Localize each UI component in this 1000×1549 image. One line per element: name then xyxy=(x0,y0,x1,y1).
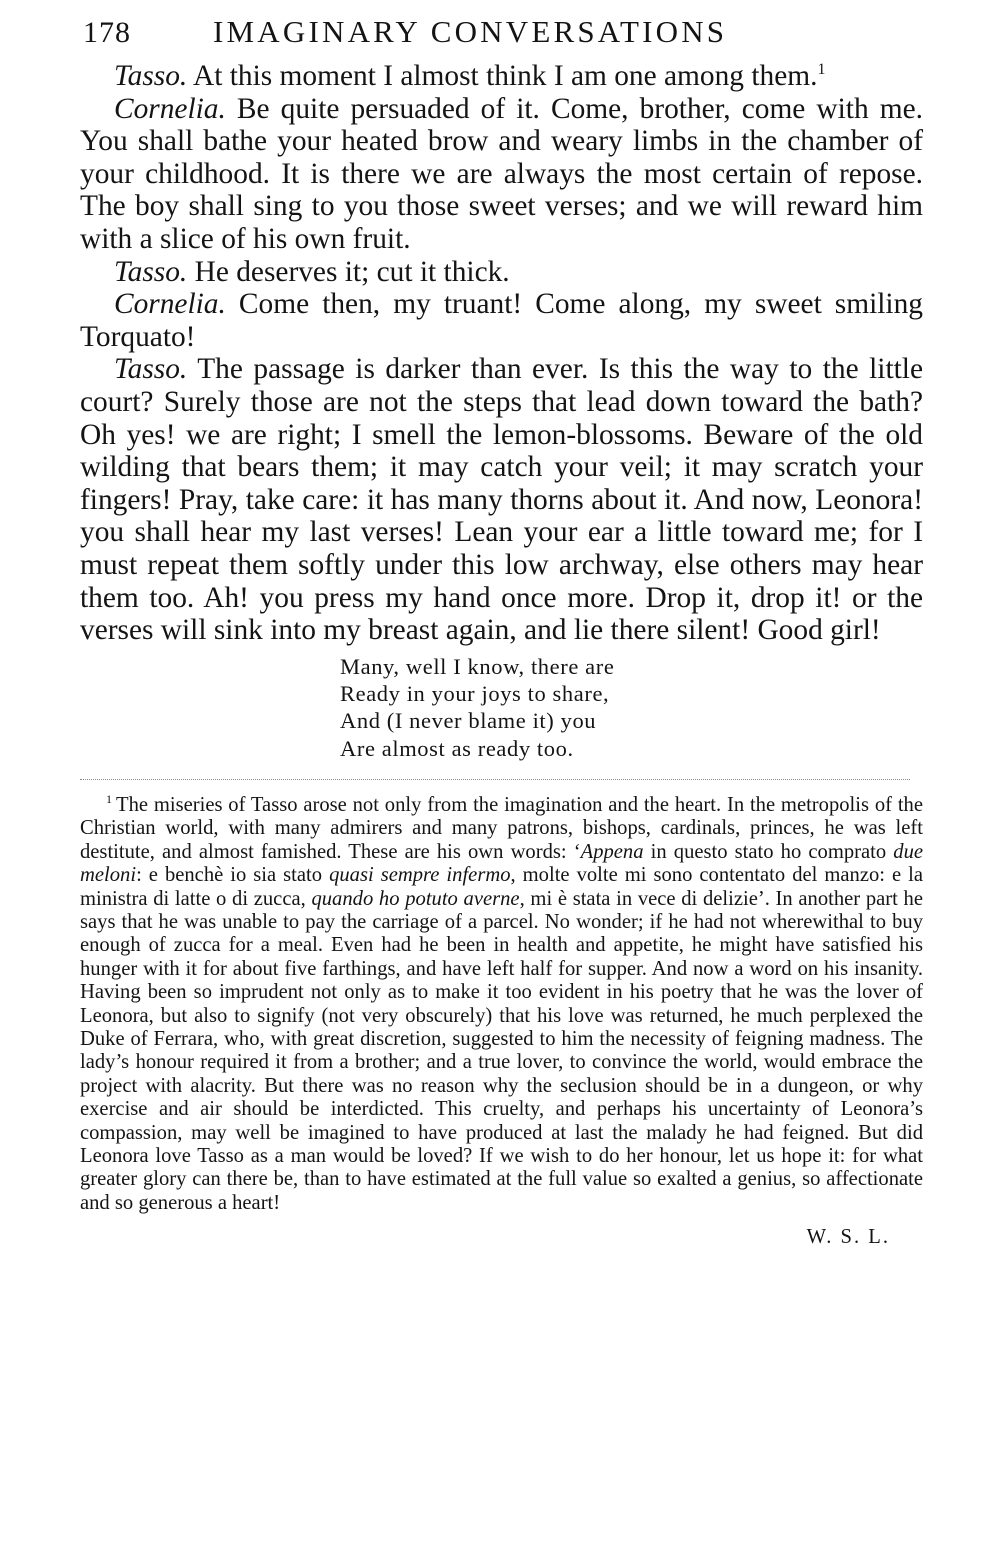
book-page xyxy=(80,14,923,1249)
speech-text: At this moment I almost think I am one among them. xyxy=(187,60,818,92)
footnote-italic-text: quando ho potuto averne xyxy=(311,887,520,910)
speech-paragraph xyxy=(80,288,923,353)
speaker-name: Tasso. xyxy=(114,353,188,386)
footnote-italic-text: quasi sempre infermo xyxy=(329,864,511,887)
speech-paragraph xyxy=(80,256,923,289)
footnote-text-segment: The miseries of Tasso arose not only from the imagination and the heart. In the metropolis of the Christian world, with many admirers and many patrons, bishops, cardinals, princes, he was left destitute, and almost famished. These are his own words: ‘ xyxy=(80,793,923,863)
footnote-italic-text: Appena xyxy=(580,840,644,863)
speech-text: Be quite persuaded of it. Come, brother, come with me. You shall bathe your heated brow and weary limbs in the chamber of your childhood. It is there we are always the most certain of repose. The boy shall sing to you those sweet verses; and we will reward him with a slice of his own fruit. xyxy=(80,92,923,255)
speech-paragraph xyxy=(80,353,923,646)
speech-paragraph xyxy=(80,93,923,256)
verse-stanza xyxy=(340,653,923,762)
speech-text: He deserves it; cut it thick. xyxy=(187,255,510,288)
footnote-reference[interactable]: 1 xyxy=(817,61,826,79)
footnote-text-segment: , molte volte mi sono contentato del manzo: e la ministra di latte o di zucca, xyxy=(80,864,923,910)
speech-text: Come then, my truant! Come along, my sweet smiling Torquato! xyxy=(80,288,923,353)
dialogue xyxy=(80,60,923,647)
footnote-divider xyxy=(80,779,910,780)
speaker-name: Cornelia. xyxy=(114,288,226,321)
footnote-text-segment: : e benchè io sia stato xyxy=(136,864,330,887)
verse-line: Many, well I know, there are xyxy=(340,653,615,679)
running-title: IMAGINARY CONVERSATIONS xyxy=(213,14,728,49)
footnote-text-segment: in questo stato ho comprato xyxy=(643,840,894,863)
verse-line: And (I never blame it) you xyxy=(340,708,597,734)
footnote-text-segment: , mi è stata in vece di delizie’. In another part he says that he was unable to pay the carriage of a parcel. No wonder; if he had not wherewithal to buy enough of zucca for a meal. Even had he been in health and appetite, he might have satisfied his hunger with it for about five farthings, and have left half for supper. And now a word on his insanity. Having been so imprudent not only as to make it too evident in his poetry that he was the lover of Leonora, but also to signify (not very obscurely) that his love was returned, he much perplexed the Duke of Ferrara, who, with great discretion, suggested to him the necessity of feigning madness. The lady’s honour required it from a brother; and a true lover, to convince the world, would embrace the project with alacrity. But there was no reason why the seclusion should be in a dungeon, or why exercise and air should be interdicted. This cruelty, and perhaps his uncertainty of Leonora’s compassion, may well be imagined to have produced at last the malady he had feigned. But did Leonora love Tasso as a man would be loved? If we wish to do her honour, let us hope it: for what greater glory can there be, than to have estimated at the full value so exalted a genius, so affectionate and so generous a heart! xyxy=(80,887,923,1214)
speech-text: The passage is darker than ever. Is this the way to the little court? Surely those are not the steps that lead down toward the bath? Oh yes! we are right; I smell the lemon-blossoms. Beware of the old wilding that bears them; it may catch your veil; it may scratch your fingers! Pray, take care: it has many thorns about it. And now, Leonora! you shall hear my last verses! Lean your ear a little toward me; for I must repeat them softly under this low archway, else others may hear them too. Ah! you press my hand once more. Drop it, drop it! or the verses will sink into my breast again, and lie there silent! Good girl! xyxy=(80,353,923,647)
verse-line: Ready in your joys to share, xyxy=(340,680,610,706)
author-signature: W. S. L. xyxy=(806,1226,890,1249)
speaker-name: Tasso. xyxy=(114,60,188,92)
running-head xyxy=(80,14,923,58)
speaker-name: Cornelia. xyxy=(114,92,226,125)
speech-paragraph xyxy=(80,60,923,93)
speaker-name: Tasso. xyxy=(114,255,188,288)
page-number: 178 xyxy=(83,16,131,49)
footnote-mark: 1 xyxy=(106,792,112,807)
footnote-italic-text: due meloni xyxy=(80,840,923,887)
footnote-text xyxy=(80,794,923,1214)
verse-line: Are almost as ready too. xyxy=(340,735,574,761)
footnote xyxy=(80,794,923,1215)
